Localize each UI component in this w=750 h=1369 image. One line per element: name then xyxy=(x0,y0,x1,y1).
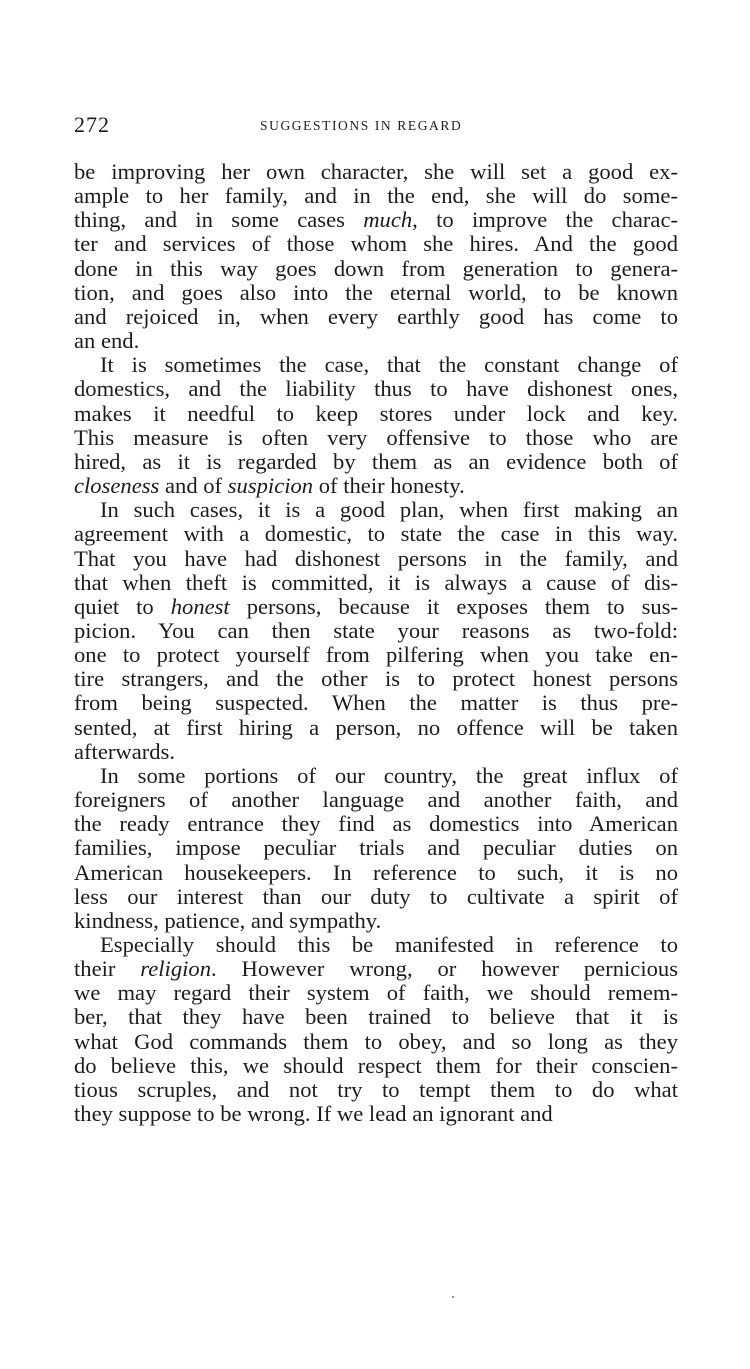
text-line: closeness and of suspicion of their honesty. xyxy=(74,473,465,499)
text-line: be improving her own character, she will set a good ex- xyxy=(74,159,678,184)
text-line: do believe this, we should respect them for their conscien- xyxy=(74,1052,678,1078)
print-speck xyxy=(452,1296,454,1298)
text-line: families, impose peculiar trials and peculiar duties on xyxy=(74,835,678,861)
page-number: 272 xyxy=(74,112,110,137)
text-line: tire strangers, and the other is to protect honest persons xyxy=(74,666,678,692)
text-line: and rejoiced in, when every earthly good has come to xyxy=(74,303,678,329)
text-line: their religion. However wrong, or however pernicious xyxy=(74,956,678,982)
text-line: In such cases, it is a good plan, when first making an xyxy=(100,497,678,523)
text-line: tious scruples, and not try to tempt them to do what xyxy=(74,1076,678,1102)
paragraph xyxy=(74,933,678,1126)
text-line: from being suspected. When the matter is thus pre- xyxy=(74,690,678,716)
text-line: makes it needful to keep stores under lock and key. xyxy=(74,400,678,426)
text-line: less our interest than our duty to cultivate a spirit of xyxy=(74,883,678,909)
text-line: hired, as it is regarded by them as an evidence both of xyxy=(74,448,678,474)
text-line: kindness, patience, and sympathy. xyxy=(74,907,382,933)
text-line: domestics, and the liability thus to have dishonest ones, xyxy=(74,376,678,402)
paragraph xyxy=(74,353,678,498)
paragraph xyxy=(74,498,678,764)
text-line: In some portions of our country, the great influx of xyxy=(100,762,678,788)
text-line: picion. You can then state your reasons as two-fold: xyxy=(74,617,678,643)
text-line: that when theft is committed, it is always a cause of dis- xyxy=(74,569,678,595)
text-line: It is sometimes the case, that the constant change of xyxy=(100,352,678,378)
text-line: an end. xyxy=(74,328,140,354)
text-line: agreement with a domestic, to state the case in this way. xyxy=(74,521,678,547)
text-line: quiet to honest persons, because it exposes them to sus- xyxy=(74,593,678,619)
text-line: sented, at first hiring a person, no offence will be taken xyxy=(74,714,678,740)
text-line: ter and services of those whom she hires. And the good xyxy=(74,231,678,257)
text-line: thing, and in some cases much, to improve the charac- xyxy=(74,207,678,233)
text-line: ber, that they have been trained to believe that it is xyxy=(74,1004,678,1030)
text-line: tion, and goes also into the eternal world, to be known xyxy=(74,279,678,305)
text-line: afterwards. xyxy=(74,738,175,764)
text-line: one to protect yourself from pilfering when you take en- xyxy=(74,642,678,668)
text-line: foreigners of another language and another faith, and xyxy=(74,787,678,813)
text-line: they suppose to be wrong. If we lead an ignorant and xyxy=(74,1101,553,1127)
text-line: This measure is often very offensive to those who are xyxy=(74,424,678,450)
text-line: American housekeepers. In reference to such, it is no xyxy=(74,859,678,885)
running-head: SUGGESTIONS IN REGARD xyxy=(260,118,463,133)
text-line: we may regard their system of faith, we should remem- xyxy=(74,980,678,1006)
text-line: the ready entrance they find as domestics into American xyxy=(74,811,678,837)
text-line: Especially should this be manifested in reference to xyxy=(100,932,678,957)
body-text xyxy=(74,160,678,1126)
text-line: ample to her family, and in the end, she will do some- xyxy=(74,183,678,209)
text-line: done in this way goes down from generation to genera- xyxy=(74,255,678,281)
paragraph xyxy=(74,160,678,353)
paragraph xyxy=(74,764,678,933)
text-line: That you have had dishonest persons in the family, and xyxy=(74,545,678,571)
text-line: what God commands them to obey, and so long as they xyxy=(74,1028,678,1054)
page-header xyxy=(74,112,680,140)
